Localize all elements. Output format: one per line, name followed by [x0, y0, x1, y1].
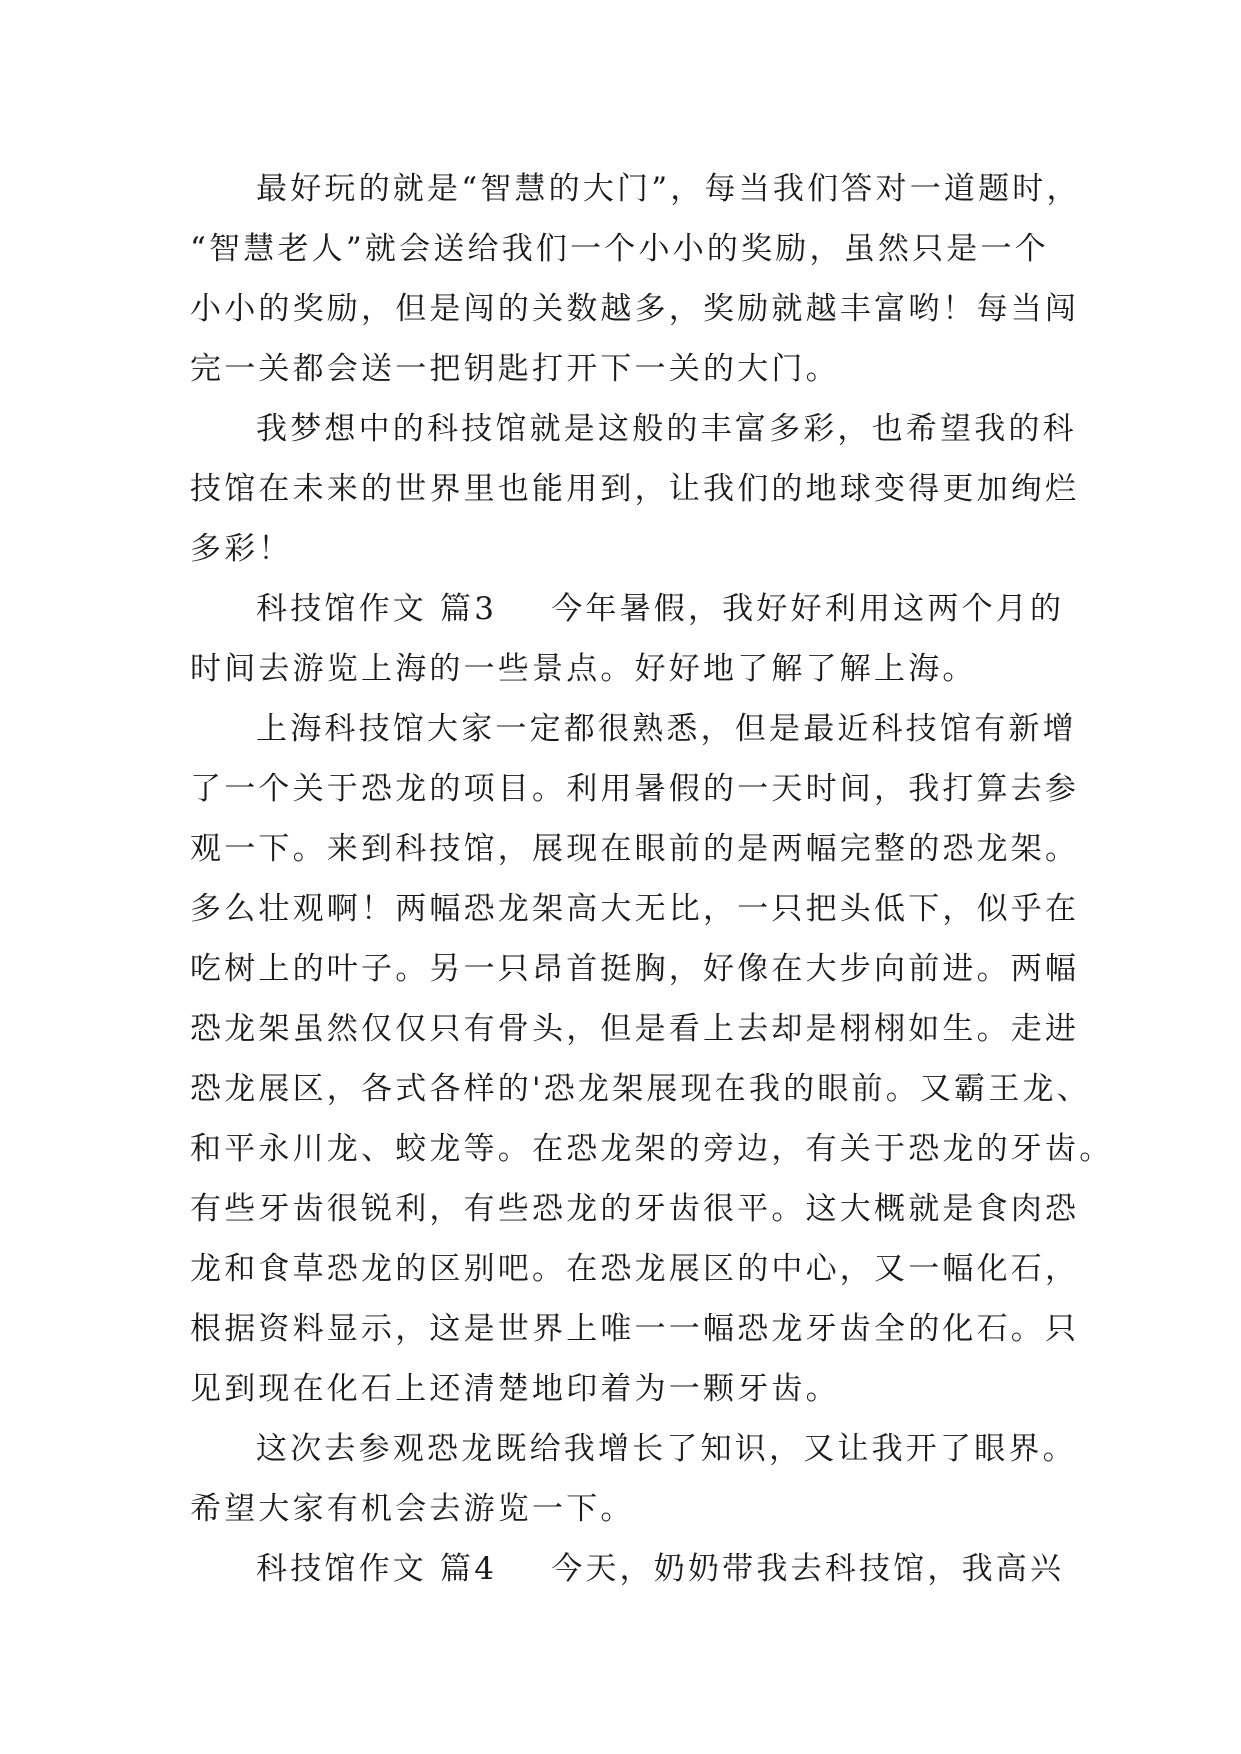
text-line: 时间去游览上海的一些景点。好好地了解了解上海。 — [190, 651, 977, 687]
text-line: 小小的奖励，但是闯的关数越多，奖励就越丰富哟！每当闯 — [190, 291, 1080, 327]
text-line: 最好玩的就是“智慧的大门”，每当我们答对一道题时， — [256, 171, 1081, 207]
text-line: 有些牙齿很锐利，有些恐龙的牙齿很平。这大概就是食肉恐 — [190, 1191, 1080, 1227]
text-line: “智慧老人”就会送给我们一个小小的奖励，虽然只是一个 — [190, 231, 1049, 267]
section-heading: 科技馆作文 篇4 — [256, 1551, 498, 1587]
text-line: 这次去参观恐龙既给我增长了知识，又让我开了眼界。 — [256, 1431, 1077, 1467]
text-line: 技馆在未来的世界里也能用到，让我们的地球变得更加绚烂 — [190, 471, 1080, 507]
text-line: 吃树上的叶子。另一只昂首挺胸，好像在大步向前进。两幅 — [190, 951, 1080, 987]
section-heading-line: 科技馆作文 篇4 今天，奶奶带我去科技馆，我高兴 — [256, 1551, 1065, 1587]
section-heading-line: 科技馆作文 篇3 今年暑假，我好好利用这两个月的 — [256, 591, 1065, 627]
text-line: 多么壮观啊！两幅恐龙架高大无比，一只把头低下，似乎在 — [190, 891, 1080, 927]
text-line: 见到现在化石上还清楚地印着为一颗牙齿。 — [190, 1371, 840, 1407]
text-line: 观一下。来到科技馆，展现在眼前的是两幅完整的恐龙架。 — [190, 831, 1080, 867]
section-heading: 科技馆作文 篇3 — [256, 591, 498, 627]
text-line: 了一个关于恐龙的项目。利用暑假的一天时间，我打算去参 — [190, 771, 1080, 807]
text-line: 恐龙展区，各式各样的'恐龙架展现在我的眼前。又霸王龙、 — [190, 1071, 1091, 1107]
text-line: 根据资料显示，这是世界上唯一一幅恐龙牙齿全的化石。只 — [190, 1311, 1080, 1347]
text-line: 和平永川龙、蛟龙等。在恐龙架的旁边，有关于恐龙的牙齿。 — [190, 1131, 1114, 1167]
text-line: 上海科技馆大家一定都很熟悉，但是最近科技馆有新增 — [256, 711, 1077, 747]
essay-body — [190, 159, 1114, 1599]
text-line: 我梦想中的科技馆就是这般的丰富多彩，也希望我的科 — [256, 411, 1077, 447]
text-line: 龙和食草恐龙的区别吧。在恐龙展区的中心，又一幅化石， — [190, 1251, 1080, 1287]
text-line: 多彩！ — [190, 531, 293, 567]
text-line: 希望大家有机会去游览一下。 — [190, 1491, 635, 1527]
text-line: 恐龙架虽然仅仅只有骨头，但是看上去却是栩栩如生。走进 — [190, 1011, 1080, 1047]
text-line: 完一关都会送一把钥匙打开下一关的大门。 — [190, 351, 840, 387]
